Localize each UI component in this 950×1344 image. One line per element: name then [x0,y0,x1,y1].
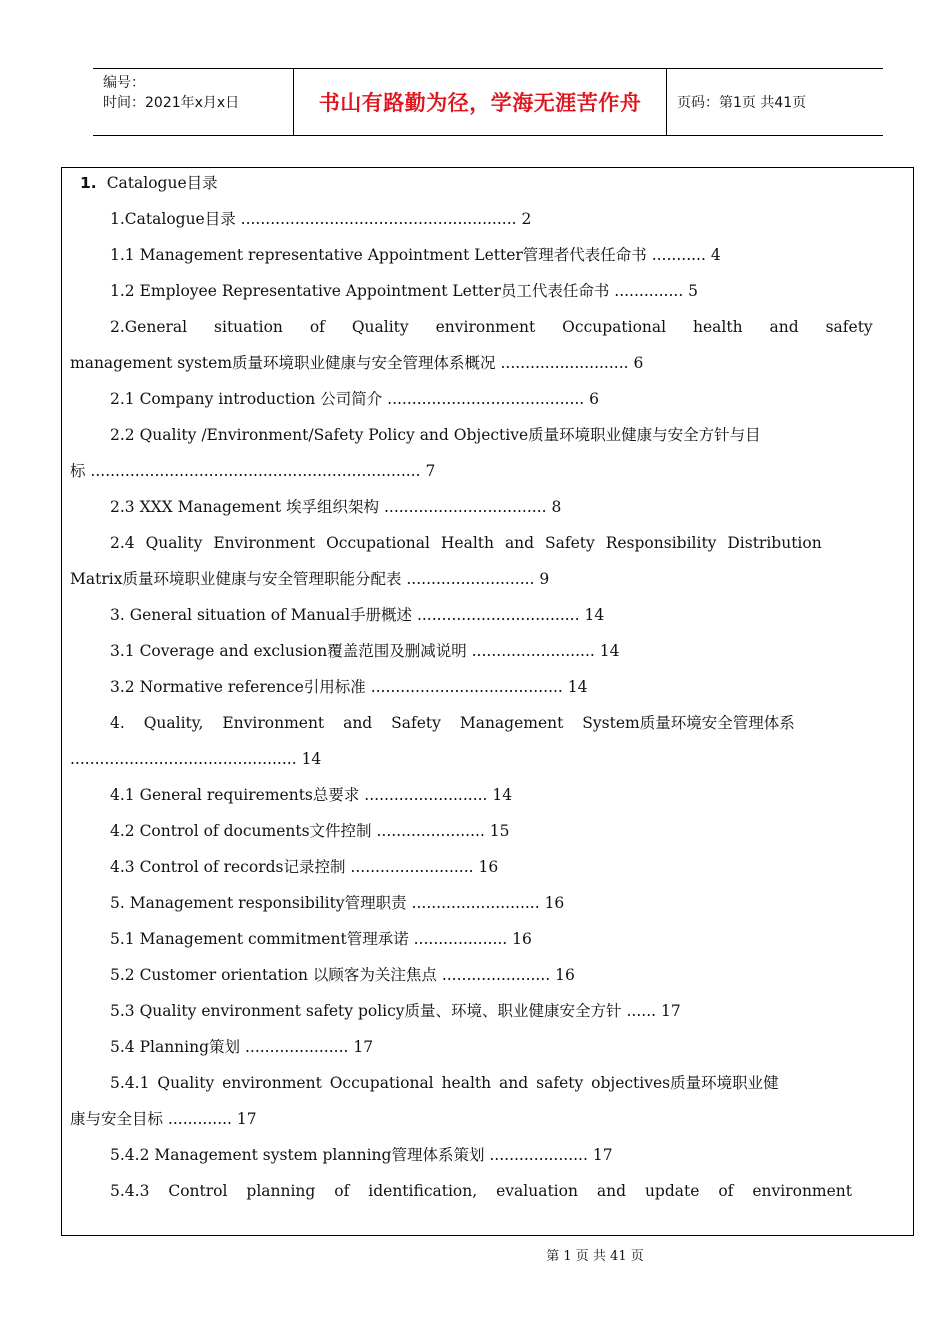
toc-line[interactable]: 5.1 Management commitment管理承诺 ................... 16 [110,930,532,948]
document-time-label: 时间：2021年x月x日 [103,95,240,111]
toc-heading [70,168,905,198]
toc-line[interactable]: 3.2 Normative reference引用标准 ....................................... 14 [110,678,588,696]
header-page-cell [667,69,883,135]
toc-line[interactable]: 2.3 XXX Management 埃孚组织架构 ................................. 8 [110,498,562,516]
header-meta [93,69,294,135]
toc-line[interactable]: 4.2 Control of documents文件控制 ...................... 15 [110,822,510,840]
toc-line[interactable]: 3.1 Coverage and exclusion覆盖范围及删减说明 ......................... 14 [110,642,620,660]
toc-line[interactable]: 5. Management responsibility管理职责 .......................... 16 [110,894,565,912]
toc-line[interactable]: 2.2 Quality /Environment/Safety Policy and Objective质量环境职业健康与安全方针与目 [110,426,761,444]
header-motto-cell [294,69,667,135]
toc-line[interactable]: Matrix质量环境职业健康与安全管理职能分配表 .......................... 9 [70,570,550,588]
footer-page-number: 第 1 页 共 41 页 [546,1249,644,1264]
header-motto: 书山有路勤为径，学海无涯苦作舟 [318,91,642,115]
toc-line[interactable]: 4.1 General requirements总要求 ......................... 14 [110,786,513,804]
toc-line[interactable]: 1.Catalogue目录 ........................................................ 2 [110,210,532,228]
header-page-label: 页码：第1页 共41页 [677,95,807,111]
toc-line[interactable]: 2.4 Quality Environment Occupational Health and Safety Responsibility Distribution [110,534,822,552]
toc-box [61,167,914,1236]
toc-line[interactable]: 标 ................................................................... 7 [70,462,436,480]
page-footer [0,1245,950,1264]
toc-heading-number: 1. [80,174,97,192]
toc-line[interactable]: 5.2 Customer orientation 以顾客为关注焦点 ...................... 16 [110,966,575,984]
toc-line[interactable]: 5.4 Planning策划 ..................... 17 [110,1038,374,1056]
toc-line[interactable]: 4. Quality, Environment and Safety Management System质量环境安全管理体系 [110,714,795,732]
toc-line[interactable]: 2.1 Company introduction 公司简介 ........................................ 6 [110,390,600,408]
toc-line[interactable]: 1.2 Employee Representative Appointment Letter员工代表任命书 .............. 5 [110,282,699,300]
toc-line[interactable]: .............................................. 14 [70,750,322,768]
toc-heading-text: Catalogue目录 [106,174,218,192]
toc-line[interactable]: 5.3 Quality environment safety policy质量、环境、职业健康安全方针 ...... 17 [110,1002,681,1020]
toc-line[interactable]: 5.4.2 Management system planning管理体系策划 .................... 17 [110,1146,613,1164]
document-number-label: 编号： [103,75,145,91]
page-header [93,68,883,136]
toc-line[interactable]: 5.4.1 Quality environment Occupational health and safety objectives质量环境职业健 [110,1074,779,1092]
toc-line[interactable]: 康与安全目标 ............. 17 [70,1110,257,1128]
toc-line[interactable]: 5.4.3 Control planning of identification, evaluation and update of environment [110,1182,853,1200]
toc-line[interactable]: 4.3 Control of records记录控制 ......................... 16 [110,858,499,876]
toc-line[interactable]: 2.General situation of Quality environment Occupational health and safety [110,318,873,336]
toc-line[interactable]: 1.1 Management representative Appointment Letter管理者代表任命书 ........... 4 [110,246,721,264]
toc-line[interactable]: management system质量环境职业健康与安全管理体系概况 .......................... 6 [70,354,644,372]
toc-line[interactable]: 3. General situation of Manual手册概述 ................................. 14 [110,606,605,624]
